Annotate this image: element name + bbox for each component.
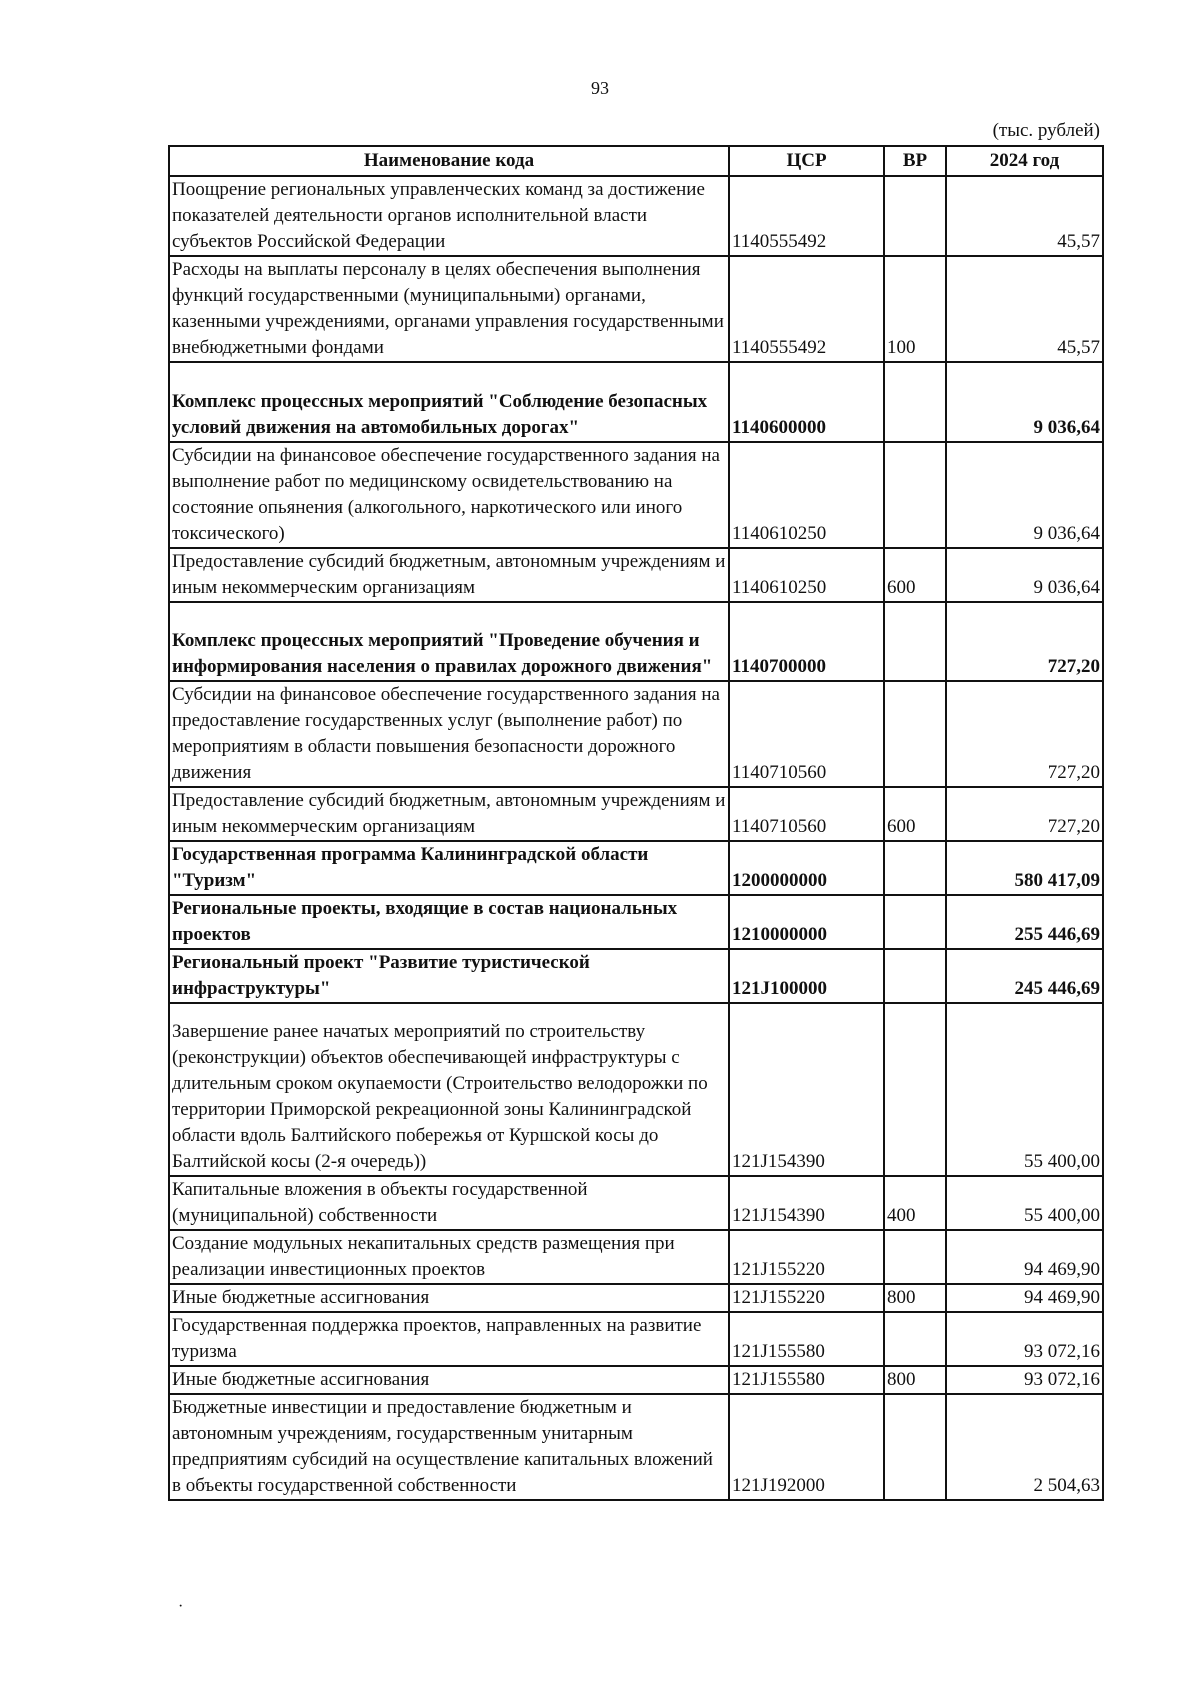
table-row [169, 1284, 1103, 1312]
row-name: Создание модульных некапитальных средств размещения при реализации инвестиционных проектов [169, 1230, 729, 1284]
row-vr [884, 949, 946, 1003]
table-row [169, 1366, 1103, 1394]
row-csr: 121J192000 [729, 1394, 884, 1500]
row-csr: 1140700000 [729, 602, 884, 681]
row-name: Иные бюджетные ассигнования [169, 1366, 729, 1394]
row-csr: 1140555492 [729, 256, 884, 362]
row-name: Региональные проекты, входящие в состав национальных проектов [169, 895, 729, 949]
row-csr: 121J155580 [729, 1312, 884, 1366]
row-name: Субсидии на финансовое обеспечение государственного задания на выполнение работ по медицинскому освидетельствованию на состояние опьянения (алкогольного, наркотического или иного токсического) [169, 442, 729, 548]
row-name: Региональный проект "Развитие туристической инфраструктуры" [169, 949, 729, 1003]
row-vr [884, 681, 946, 787]
header-year: 2024 год [946, 146, 1103, 176]
row-vr: 600 [884, 787, 946, 841]
row-name: Государственная поддержка проектов, направленных на развитие туризма [169, 1312, 729, 1366]
table-row [169, 362, 1103, 442]
header-name: Наименование кода [169, 146, 729, 176]
table-row [169, 787, 1103, 841]
row-name: Субсидии на финансовое обеспечение государственного задания на предоставление государственных услуг (выполнение работ) по мероприятиям в области повышения безопасности дорожного движения [169, 681, 729, 787]
row-sum: 55 400,00 [946, 1176, 1103, 1230]
table-row [169, 176, 1103, 256]
header-csr: ЦСР [729, 146, 884, 176]
row-vr [884, 1394, 946, 1500]
row-csr: 121J154390 [729, 1003, 884, 1176]
table-row [169, 548, 1103, 602]
table-header-row [169, 146, 1103, 176]
row-csr: 121J154390 [729, 1176, 884, 1230]
row-sum: 55 400,00 [946, 1003, 1103, 1176]
table-row [169, 256, 1103, 362]
row-vr: 400 [884, 1176, 946, 1230]
row-vr: 100 [884, 256, 946, 362]
stray-mark: · [178, 1598, 184, 1615]
row-vr [884, 841, 946, 895]
row-csr: 121J155580 [729, 1366, 884, 1394]
header-vr: ВР [884, 146, 946, 176]
row-name: Завершение ранее начатых мероприятий по строительству (реконструкции) объектов обеспечивающей инфраструктуры с длительным сроком окупаемости (Строительство велодорожки по территории Приморской рекреационной зоны Калининградской области вдоль Балтийского побережья от Куршской косы до Балтийской косы (2-я очередь)) [169, 1003, 729, 1176]
row-csr: 1140710560 [729, 681, 884, 787]
table-row [169, 1312, 1103, 1366]
row-vr: 600 [884, 548, 946, 602]
row-name: Предоставление субсидий бюджетным, автономным учреждениям и иным некоммерческим организациям [169, 548, 729, 602]
table-row [169, 442, 1103, 548]
table-row [169, 841, 1103, 895]
row-name: Капитальные вложения в объекты государственной (муниципальной) собственности [169, 1176, 729, 1230]
row-vr [884, 602, 946, 681]
row-csr: 1140710560 [729, 787, 884, 841]
row-name: Поощрение региональных управленческих команд за достижение показателей деятельности органов исполнительной власти субъектов Российской Федерации [169, 176, 729, 256]
row-csr: 1200000000 [729, 841, 884, 895]
row-name: Предоставление субсидий бюджетным, автономным учреждениям и иным некоммерческим организациям [169, 787, 729, 841]
row-sum: 93 072,16 [946, 1366, 1103, 1394]
row-csr: 121J155220 [729, 1230, 884, 1284]
row-name: Расходы на выплаты персоналу в целях обеспечения выполнения функций государственными (муниципальными) органами, казенными учреждениями, органами управления государственными внебюджетными фондами [169, 256, 729, 362]
row-vr [884, 442, 946, 548]
row-sum: 9 036,64 [946, 548, 1103, 602]
row-sum: 45,57 [946, 176, 1103, 256]
row-sum: 9 036,64 [946, 362, 1103, 442]
row-vr: 800 [884, 1284, 946, 1312]
row-sum: 94 469,90 [946, 1230, 1103, 1284]
table-row [169, 1176, 1103, 1230]
row-csr: 121J155220 [729, 1284, 884, 1312]
table-row [169, 949, 1103, 1003]
row-sum: 94 469,90 [946, 1284, 1103, 1312]
row-name: Иные бюджетные ассигнования [169, 1284, 729, 1312]
row-name: Комплекс процессных мероприятий "Соблюдение безопасных условий движения на автомобильных дорогах" [169, 362, 729, 442]
row-csr: 1140600000 [729, 362, 884, 442]
row-vr [884, 895, 946, 949]
row-sum: 255 446,69 [946, 895, 1103, 949]
row-sum: 727,20 [946, 787, 1103, 841]
row-vr [884, 1230, 946, 1284]
row-csr: 1140610250 [729, 442, 884, 548]
row-csr: 1140610250 [729, 548, 884, 602]
row-sum: 9 036,64 [946, 442, 1103, 548]
page-number: 93 [591, 78, 609, 98]
row-vr [884, 1003, 946, 1176]
units-label: (тыс. рублей) [992, 120, 1100, 141]
row-sum: 245 446,69 [946, 949, 1103, 1003]
table-row [169, 681, 1103, 787]
row-vr [884, 362, 946, 442]
row-sum: 580 417,09 [946, 841, 1103, 895]
row-name: Бюджетные инвестиции и предоставление бюджетным и автономным учреждениям, государственным унитарным предприятиям субсидий на осуществление капитальных вложений в объекты государственной собственности [169, 1394, 729, 1500]
row-sum: 727,20 [946, 681, 1103, 787]
row-vr: 800 [884, 1366, 946, 1394]
table-body [169, 176, 1103, 1500]
table-row [169, 1394, 1103, 1500]
row-vr [884, 176, 946, 256]
row-csr: 121J100000 [729, 949, 884, 1003]
row-sum: 727,20 [946, 602, 1103, 681]
table-row [169, 1230, 1103, 1284]
table-row [169, 895, 1103, 949]
row-sum: 2 504,63 [946, 1394, 1103, 1500]
row-name: Государственная программа Калининградской области "Туризм" [169, 841, 729, 895]
table-row [169, 1003, 1103, 1176]
row-csr: 1210000000 [729, 895, 884, 949]
row-sum: 93 072,16 [946, 1312, 1103, 1366]
budget-table [168, 145, 1104, 1501]
table-row [169, 602, 1103, 681]
row-name: Комплекс процессных мероприятий "Проведение обучения и информирования населения о правилах дорожного движения" [169, 602, 729, 681]
row-vr [884, 1312, 946, 1366]
row-csr: 1140555492 [729, 176, 884, 256]
row-sum: 45,57 [946, 256, 1103, 362]
